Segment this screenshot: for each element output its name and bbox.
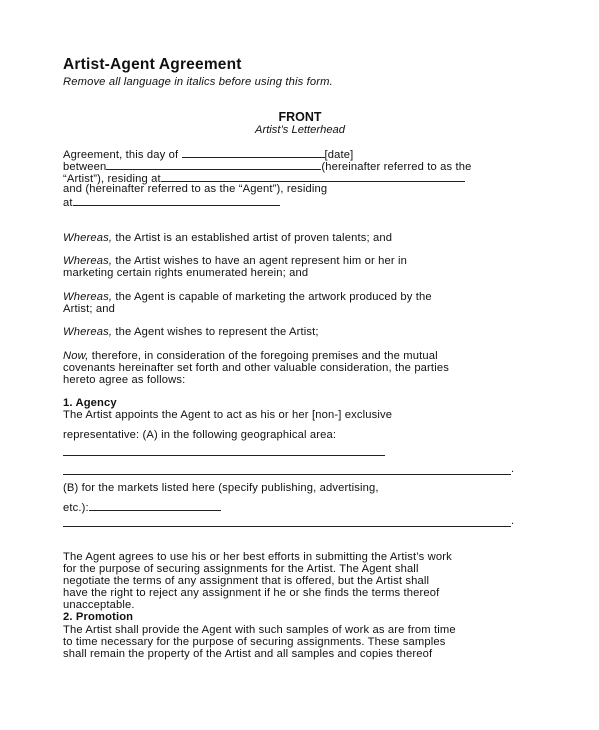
section-1-line-4: etc.):: [63, 500, 221, 514]
markets-blank-period: .: [511, 515, 515, 527]
agent-address-blank[interactable]: [73, 195, 280, 206]
recital-3-line-2: Artist; and: [63, 303, 116, 315]
artist-name-blank[interactable]: [106, 159, 321, 170]
area-blank-2[interactable]: [63, 474, 511, 475]
preamble-line-1: Agreement, this day of [date]: [63, 149, 354, 161]
area-blank-1[interactable]: [63, 455, 385, 456]
date-blank[interactable]: [182, 147, 325, 158]
document-title: Artist-Agent Agreement: [63, 56, 242, 73]
recital-1-line-1: Whereas, the Artist is an established artist of proven talents; and: [63, 232, 393, 244]
section-2-line-2: to time necessary for the purpose of securing assignments. These samples: [63, 636, 446, 648]
best-efforts-line-2: for the purpose of securing assignments for the Artist. The Agent shall: [63, 563, 419, 575]
letterhead-label: Artist’s Letterhead: [255, 124, 345, 136]
recital-4-line-1: Whereas, the Agent wishes to represent the Artist;: [63, 326, 319, 338]
best-efforts-line-5: unacceptable.: [63, 599, 135, 611]
section-1-heading: 1. Agency: [63, 397, 117, 409]
preamble-line-2: between (hereinafter referred to as the: [63, 161, 472, 173]
preamble-line-4: and (hereinafter referred to as the “Agent”), residing: [63, 183, 328, 195]
recital-2-line-1: Whereas, the Artist wishes to have an agent represent him or her in: [63, 255, 407, 267]
preamble-line-5: at: [63, 195, 280, 209]
artist-address-blank[interactable]: [161, 171, 465, 182]
section-2-line-1: The Artist shall provide the Agent with such samples of work as are from time: [63, 624, 456, 636]
recital-5-line-2: covenants hereinafter set forth and other valuable consideration, the parties: [63, 362, 449, 374]
recital-3-line-1: Whereas, the Agent is capable of marketing the artwork produced by the: [63, 291, 432, 303]
section-1-line-3: (B) for the markets listed here (specify publishing, advertising,: [63, 482, 379, 494]
recital-2-line-2: marketing certain rights enumerated herein; and: [63, 267, 309, 279]
front-heading: FRONT: [278, 110, 322, 124]
best-efforts-line-3: negotiate the terms of any assignment that is offered, but the Artist shall: [63, 575, 430, 587]
recital-5-line-1: Now, therefore, in consideration of the foregoing premises and the mutual: [63, 350, 438, 362]
markets-blank-1[interactable]: [89, 500, 221, 511]
section-2-line-3: shall remain the property of the Artist and all samples and copies thereof: [63, 648, 433, 660]
italic-instruction: Remove all language in italics before using this form.: [63, 76, 333, 88]
section-1-line-1: The Artist appoints the Agent to act as his or her [non-] exclusive: [63, 409, 393, 421]
area-blank-period: .: [511, 463, 515, 475]
markets-blank-2[interactable]: [63, 526, 511, 527]
section-1-line-2: representative: (A) in the following geographical area:: [63, 429, 337, 441]
preamble-line-3: “Artist”), residing at: [63, 171, 465, 185]
best-efforts-line-1: The Agent agrees to use his or her best efforts in submitting the Artist’s work: [63, 551, 452, 563]
section-2-heading: 2. Promotion: [63, 611, 134, 623]
best-efforts-line-4: have the right to reject any assignment if he or she finds the terms thereof: [63, 587, 440, 599]
recital-5-line-3: hereto agree as follows:: [63, 374, 186, 386]
